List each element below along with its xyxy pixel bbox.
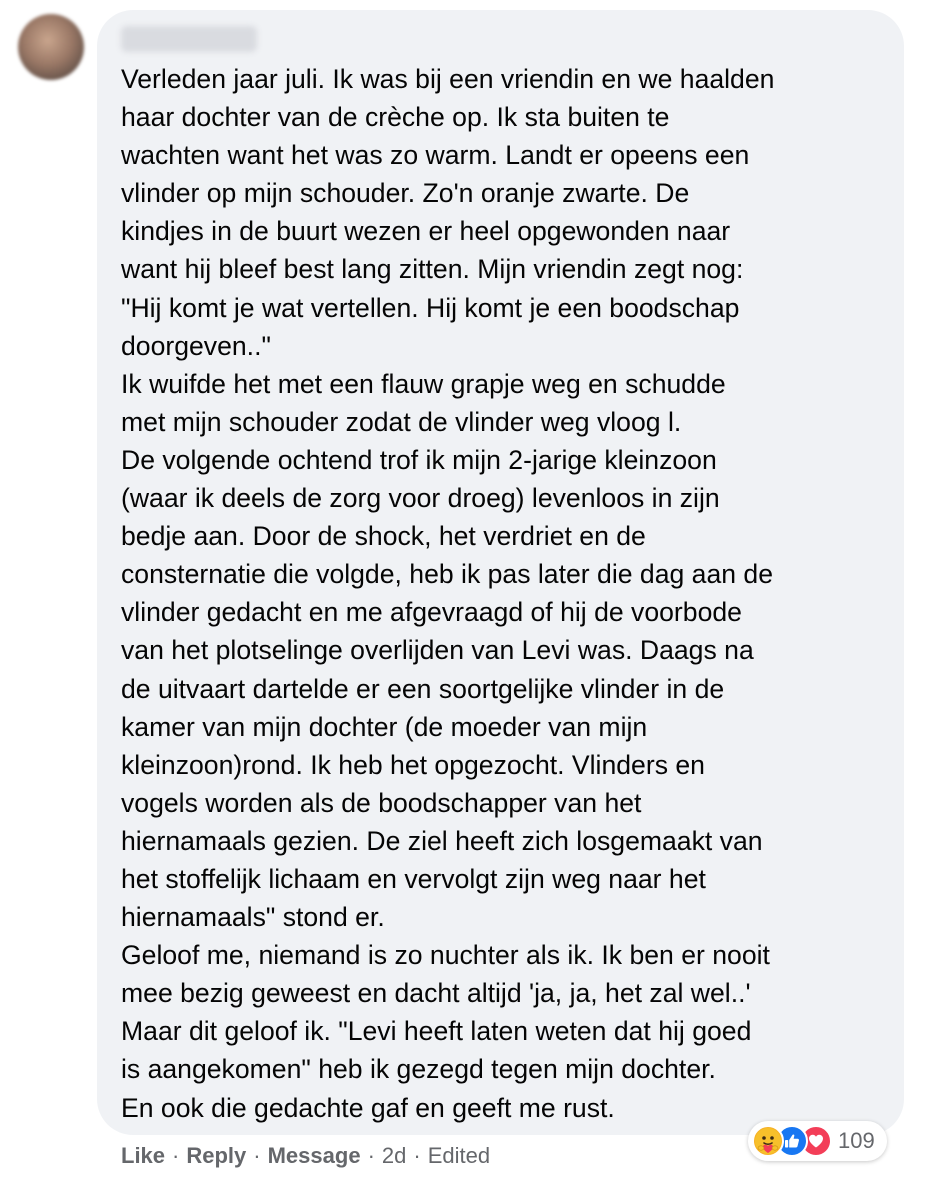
comment-line: met mijn schouder zodat de vlinder weg vloog l. — [121, 406, 682, 437]
avatar[interactable] — [18, 14, 84, 80]
comment-line: kamer van mijn dochter (de moeder van mijn — [121, 711, 648, 742]
message-link[interactable]: Message — [267, 1143, 361, 1168]
reactions-summary[interactable] — [748, 1121, 887, 1161]
comment-line: bedje aan. Door de shock, het verdriet en de — [121, 521, 646, 552]
separator: · — [253, 1143, 261, 1168]
comment-line: Geloof me, niemand is zo nuchter als ik. Ik ben er nooit — [121, 940, 770, 971]
comment-line: kleinzoon)rond. Ik heb het opgezocht. Vlinders en — [121, 749, 705, 780]
comment-line: want hij bleef best lang zitten. Mijn vriendin zegt nog: — [121, 254, 744, 285]
like-link[interactable]: Like — [121, 1143, 166, 1168]
comment-actions — [121, 1140, 490, 1172]
timestamp[interactable]: 2d — [381, 1143, 407, 1168]
comment-bubble — [97, 10, 904, 1135]
comment-line: Maar dit geloof ik. "Levi heeft laten weten dat hij goed — [121, 1016, 752, 1047]
comment-line: de uitvaart dartelde er een soortgelijke vlinder in de — [121, 673, 725, 704]
author-name-blurred[interactable] — [121, 26, 257, 52]
comment-line: wachten want het was zo warm. Landt er opeens een — [121, 140, 750, 171]
comment-line: doorgeven.." — [121, 330, 271, 361]
comment-line: van het plotselinge overlijden van Levi was. Daags na — [121, 635, 754, 666]
separator: · — [413, 1143, 421, 1168]
comment-line: vogels worden als de boodschapper van het — [121, 787, 642, 818]
comment-text — [121, 60, 891, 1127]
comment-line: kindjes in de buurt wezen er heel opgewonden naar — [121, 216, 731, 247]
comment-line: Ik wuifde het met een flauw grapje weg en schudde — [121, 368, 726, 399]
care-icon — [752, 1125, 784, 1157]
comment-line: hiernamaals" stond er. — [121, 902, 385, 933]
comment-line: (waar ik deels de zorg voor droeg) levenloos in zijn — [121, 483, 720, 514]
comment-line: het stoffelijk lichaam en vervolgt zijn weg naar het — [121, 863, 706, 894]
comment-line: Verleden jaar juli. Ik was bij een vriendin en we haalden — [121, 64, 775, 94]
comment-line: mee bezig geweest en dacht altijd 'ja, ja, het zal wel..' — [121, 978, 751, 1009]
comment-line: hiernamaals gezien. De ziel heeft zich losgemaakt van — [121, 825, 763, 856]
comment-line: En ook die gedachte gaf en geeft me rust. — [121, 1092, 615, 1123]
comment-line: haar dochter van de crèche op. Ik sta buiten te — [121, 102, 670, 133]
reaction-count: 109 — [838, 1128, 875, 1153]
comment-line: vlinder op mijn schouder. Zo'n oranje zwarte. De — [121, 178, 690, 209]
separator: · — [367, 1143, 375, 1168]
comment-line: consternatie die volgde, heb ik pas later die dag aan de — [121, 559, 774, 590]
comment-line: is aangekomen" heb ik gezegd tegen mijn dochter. — [121, 1054, 716, 1085]
comment-line: De volgende ochtend trof ik mijn 2-jarige kleinzoon — [121, 444, 717, 475]
edited-label[interactable]: Edited — [427, 1143, 491, 1168]
comment-line: "Hij komt je wat vertellen. Hij komt je een boodschap — [121, 292, 740, 323]
reply-link[interactable]: Reply — [186, 1143, 247, 1168]
comment-line: vlinder gedacht en me afgevraagd of hij de voorbode — [121, 597, 742, 628]
separator: · — [172, 1143, 180, 1168]
